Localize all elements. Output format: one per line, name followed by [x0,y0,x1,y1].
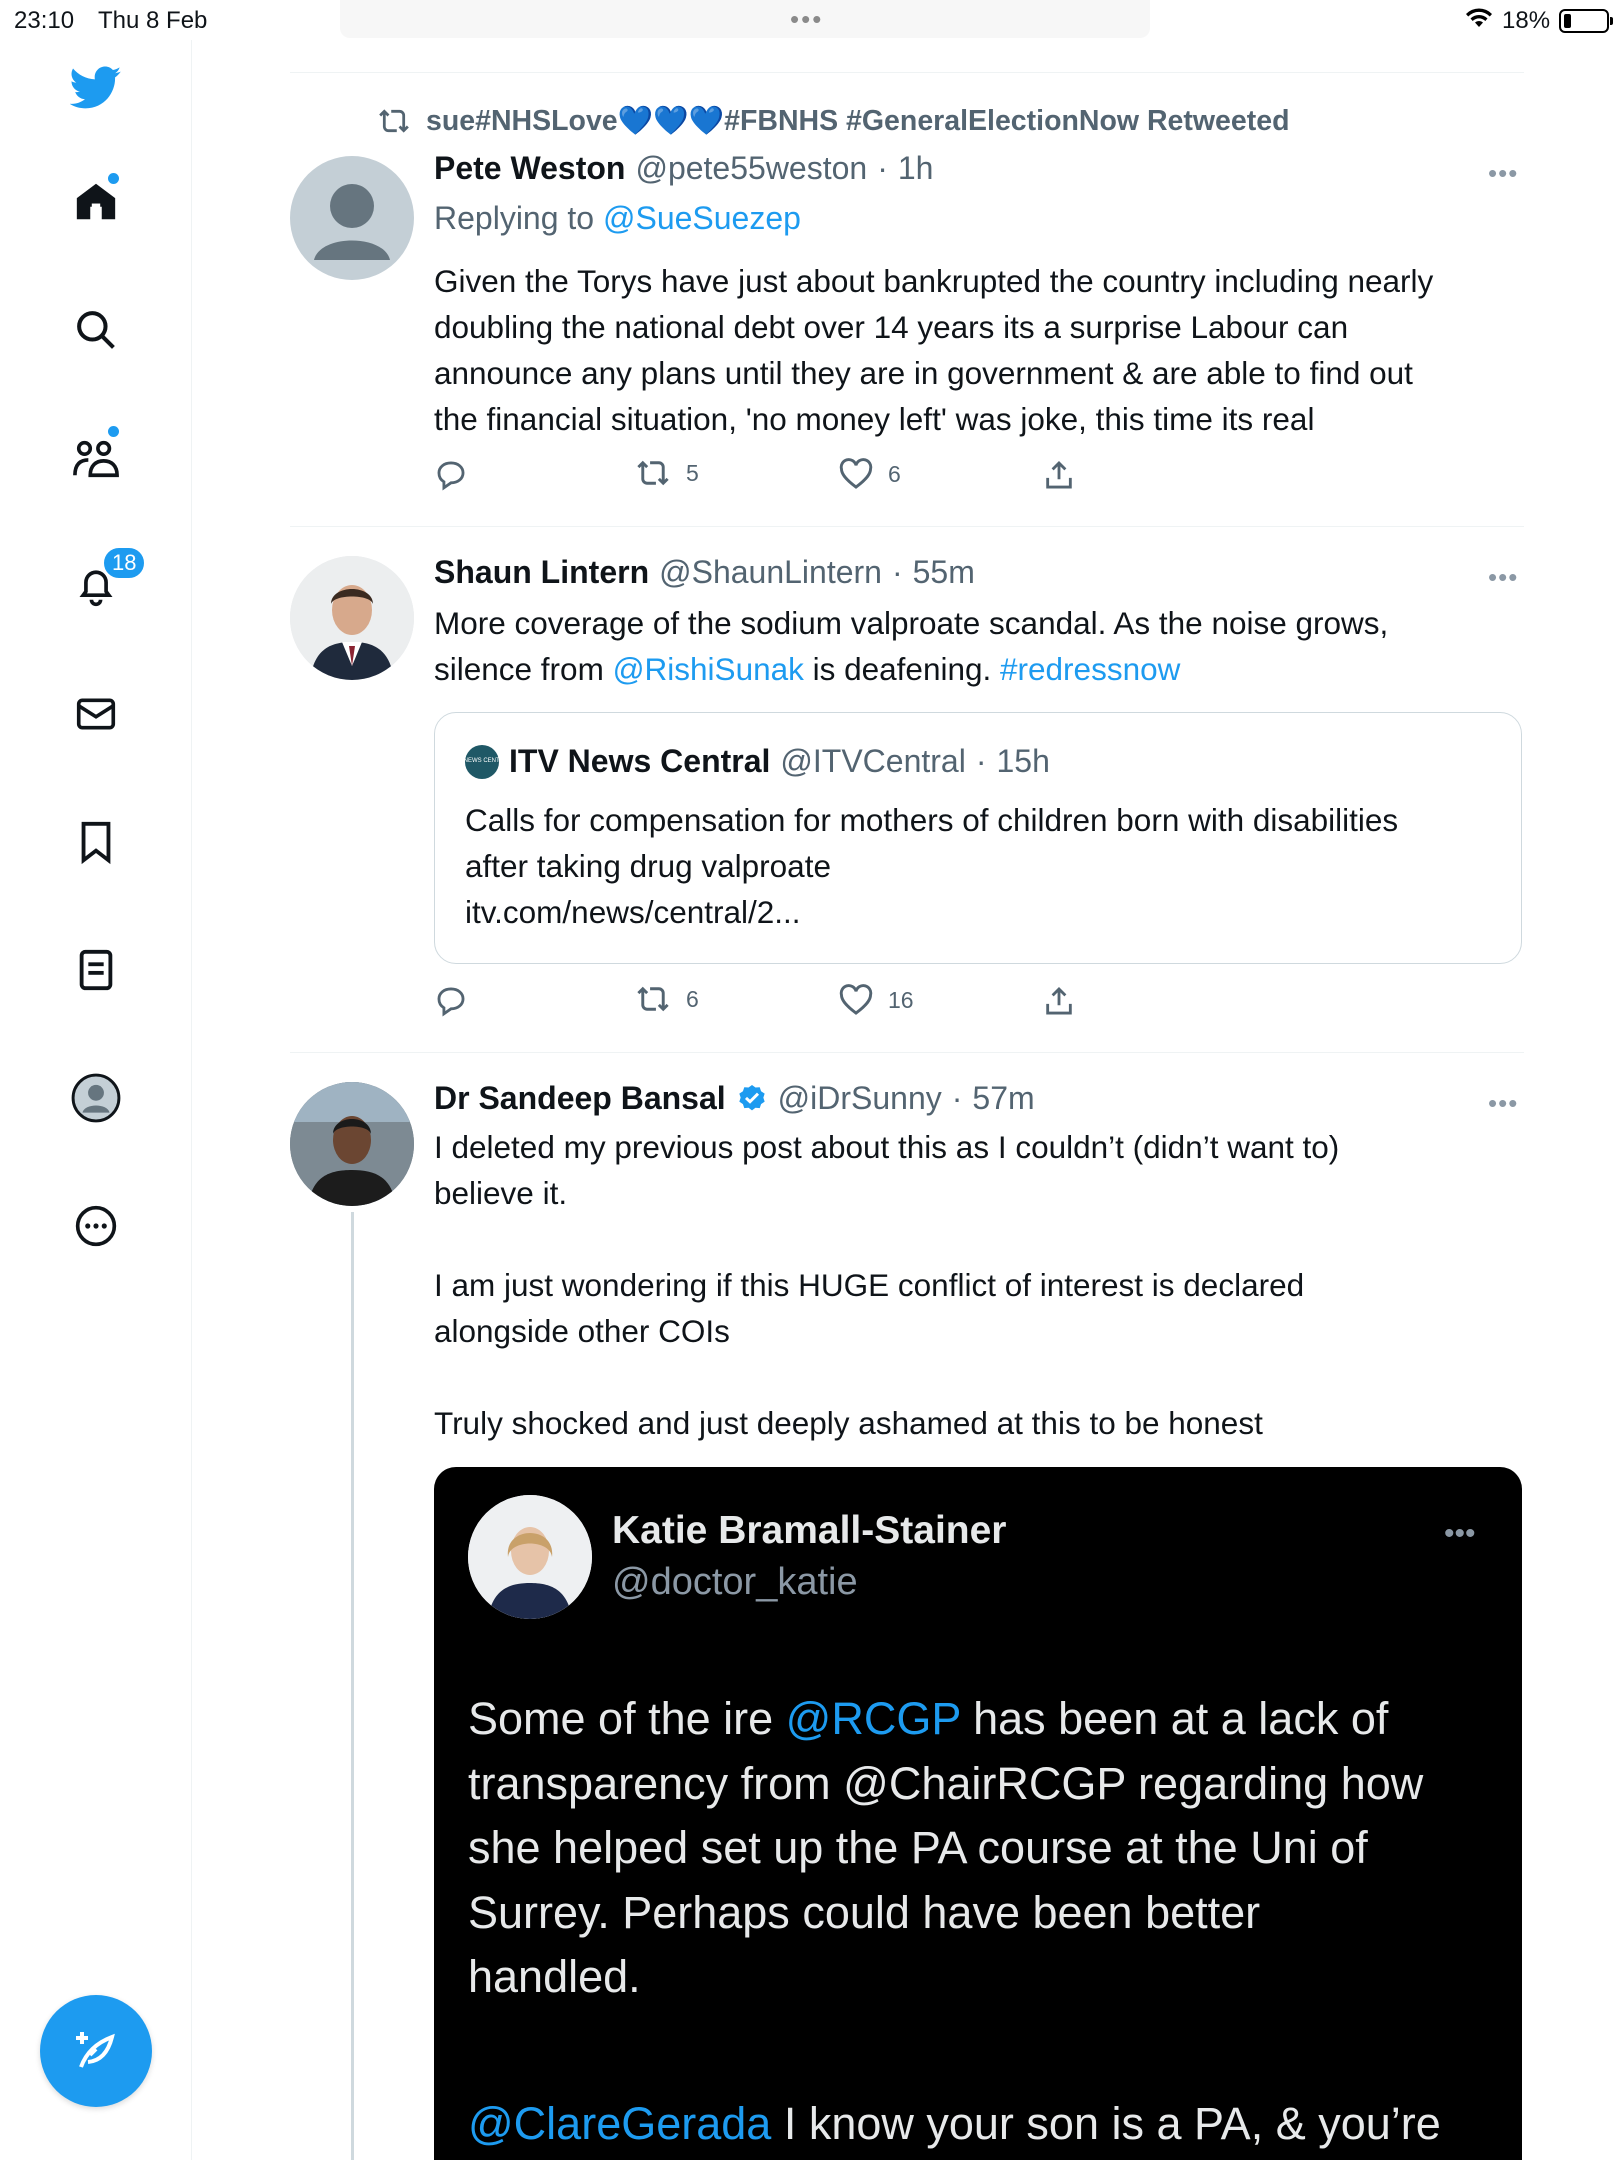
tweet-time[interactable]: 57m [972,1080,1035,1116]
embedded-text-part: I know your son is a PA, & you’re [771,2098,1441,2149]
replying-to-line [434,200,801,237]
reply-icon [434,458,468,492]
battery-icon [1559,9,1609,33]
like-button[interactable] [838,984,914,1016]
search-icon [74,308,118,352]
author-handle[interactable]: @iDrSunny [777,1080,942,1116]
wifi-icon [1464,6,1494,30]
like-count: 16 [888,986,914,1013]
attached-screenshot-image[interactable] [434,1467,1522,2160]
tweet-text-part: More coverage of the sodium valproate scandal. As the noise grows, silence from [434,605,1389,687]
nav-lists[interactable] [56,930,136,1010]
profile-avatar-icon [71,1073,121,1123]
retweet-count: 5 [686,459,699,486]
author-name[interactable]: Shaun Lintern [434,554,650,590]
more-circle-icon [74,1204,118,1248]
retweet-icon [634,984,672,1014]
status-bar [0,0,1620,40]
retweet-count: 6 [686,985,699,1012]
thread-connector-line [351,1212,354,2160]
embedded-more-icon: ••• [1444,1517,1476,1550]
retweet-icon [376,107,412,135]
address-bar-pill[interactable] [340,0,1150,38]
tweet-text-part: is deafening. [803,651,1001,687]
tweet-actions [434,984,1234,1024]
tweet-time[interactable]: 1h [897,150,934,186]
quoted-author-name: ITV News Central [509,743,771,779]
separator-dot: · [951,1080,963,1116]
quoted-author-handle: @ITVCentral [780,743,966,779]
divider [290,526,1524,527]
like-button[interactable] [838,458,901,490]
reply-button[interactable] [434,984,468,1018]
tweet-more-button[interactable]: ••• [1488,562,1519,592]
embedded-avatar [468,1495,592,1619]
embedded-text-part: has been at a lack of transparency from @ChairRCGP regarding how she helped set up the PA course at the Uni of Surrey. Perhaps could have been better handled. [468,1693,1424,2002]
nav-messages[interactable] [56,674,136,754]
separator-dot: · [877,150,888,186]
status-time: 23:10 [14,7,75,34]
lists-icon [76,947,116,993]
embedded-mention: @RCGP [785,1693,961,1744]
retweet-indicator[interactable] [376,104,1290,138]
tweet-time[interactable]: 55m [912,554,975,590]
avatar[interactable] [290,556,414,680]
heart-icon [838,458,874,490]
tweet-more-button[interactable]: ••• [1488,1088,1519,1118]
replying-to-link[interactable]: @SueSuezep [602,200,801,236]
user-photo [468,1495,592,1619]
verified-badge-icon [736,1083,768,1115]
embedded-tweet-text [468,1687,1508,2010]
multitasking-dots[interactable]: ••• [790,4,824,34]
share-button[interactable] [1042,984,1076,1018]
communities-unread-dot [108,426,119,437]
tweet-text: I deleted my previous post about this as I couldn’t (didn’t want to) believe it. I am just wondering if this HUGE conflict of interest is declared alongside other COIs Truly shocked and just deeply ashamed at this to be honest [434,1129,1340,1441]
tweet-more-button[interactable]: ••• [1488,158,1519,188]
home-icon [73,179,119,225]
divider [290,72,1524,73]
author-handle[interactable]: @ShaunLintern [659,554,882,590]
nav-home[interactable] [56,162,136,242]
quoted-tweet-time: 15h [996,743,1050,779]
share-button[interactable] [1042,458,1076,492]
author-name[interactable]: Pete Weston [434,150,626,186]
embedded-author-handle: @doctor_katie [612,1561,858,1603]
avatar[interactable] [290,156,414,280]
notifications-badge: 18 [102,546,146,580]
nav-explore[interactable] [56,290,136,370]
home-unread-dot [108,173,119,184]
feather-plus-icon [72,2027,120,2075]
sidebar-nav [0,40,192,2160]
tweet-header [434,150,933,187]
communities-icon [71,435,121,481]
author-name[interactable]: Dr Sandeep Bansal [434,1080,726,1116]
quoted-tweet-text: Calls for compensation for mothers of children born with disabilities after taking drug valproate itv.com/news/central/2... [465,802,1399,930]
reply-icon [434,984,468,1018]
tweet-text: Given the Torys have just about bankrupted the country including nearly doubling the national debt over 14 years its a surprise Labour can announce any plans until they are in government & are able to find out the financial situation, 'no money left' was joke, this time its real [434,263,1434,437]
quoted-tweet-header [452,743,1050,780]
divider [290,1052,1524,1053]
embedded-text-part: Some of the ire [468,1693,786,1744]
mention-link[interactable]: @RishiSunak [612,651,804,687]
user-photo [290,1082,414,1206]
embedded-author-name: Katie Bramall-Stainer [612,1509,1007,1552]
user-photo [290,556,414,680]
like-count: 6 [888,460,901,487]
reply-button[interactable] [434,458,468,492]
retweet-button[interactable] [634,458,699,488]
compose-tweet-button[interactable] [40,1995,152,2107]
share-icon [1042,458,1076,492]
twitter-bird-icon [70,66,122,110]
itv-news-logo: ITV NEWS CENTRAL [465,745,499,779]
default-avatar-icon [290,156,414,280]
tweet-actions [434,458,1234,498]
hashtag-link[interactable]: #redressnow [1000,651,1181,687]
twitter-logo-button[interactable] [56,48,136,128]
bookmark-icon [76,819,116,865]
embedded-tweet-text-continued [468,2092,1508,2157]
nav-communities[interactable] [56,418,136,498]
mail-icon [74,694,118,734]
nav-bookmarks[interactable] [56,802,136,882]
nav-notifications[interactable] [56,546,136,626]
embedded-mention: @ClareGerada [468,2098,772,2149]
heart-icon [838,984,874,1016]
separator-dot: · [891,554,903,590]
retweet-icon [634,458,672,488]
author-handle[interactable]: @pete55weston [635,150,868,186]
tweet-header [434,1080,1035,1117]
separator-dot: · [975,743,987,779]
replying-prefix: Replying to [434,200,603,236]
avatar[interactable] [290,1082,414,1206]
tweet-header [434,554,975,591]
retweeted-by-text: sue#NHSLove💙💙💙#FBNHS #GeneralElectionNow Retweeted [426,105,1290,137]
battery-percent: 18% [1502,7,1551,34]
quoted-tweet-card[interactable] [434,712,1522,964]
retweet-button[interactable] [634,984,699,1014]
status-date: Thu 8 Feb [98,7,208,34]
tweet-text [434,600,1388,692]
share-icon [1042,984,1076,1018]
nav-profile[interactable] [56,1058,136,1138]
nav-more[interactable] [56,1186,136,1266]
